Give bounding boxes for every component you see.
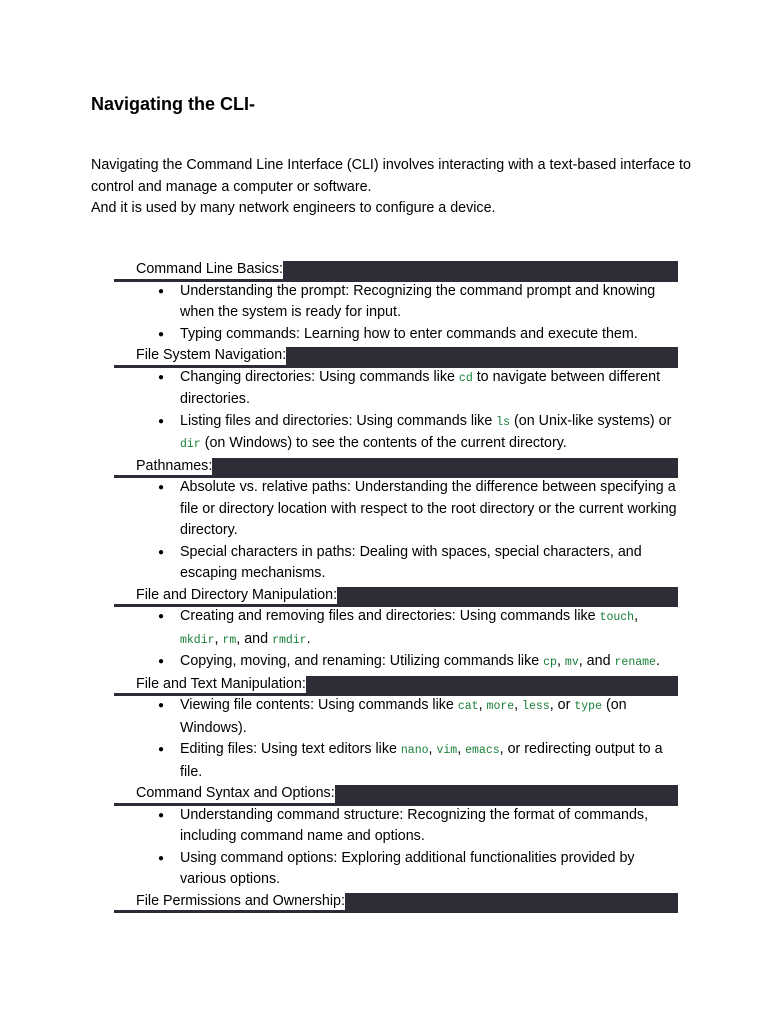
list-item [180,606,678,651]
section-heading-text: File and Text Manipulation: [136,675,306,692]
list-item-text: Editing files: Using text editors like [180,741,401,757]
list-item-text: Changing directories: Using commands like [180,368,459,385]
section-heading-text: File Permissions and Ownership: [136,892,345,909]
bullet-list [114,281,678,346]
bullet-list [114,805,678,891]
list-item-text: , and [578,653,615,669]
intro [91,155,691,220]
list-item [180,542,678,585]
bullet-list [114,477,678,585]
heading-highlight-bar [335,785,678,805]
section-heading [114,345,678,367]
list-item-text: , [214,630,223,647]
heading-highlight-bar [345,893,678,913]
heading-highlight-bar [212,458,678,478]
list-item-text: Special characters in paths: Dealing with spaces, special characters, and escaping mechanisms. [180,543,642,581]
inline-code: mkdir [180,633,215,647]
inline-code: emacs [465,744,500,757]
list-item-text: , and [236,630,273,647]
list-item-text: Copying, moving, and renaming: Utilizing commands like [180,653,544,669]
list-item-text: , [634,608,639,624]
inline-code: rmdir [272,633,307,647]
heading-highlight-bar [286,347,678,367]
list-item [180,739,678,783]
list-item-text: , or redirecting output to a file. [180,741,663,780]
list-item-text: Understanding command structure: Recognizing the format of commands, including command name and options. [180,806,649,844]
list-item-text: (on Windows). [180,697,627,736]
section-heading [114,891,678,913]
inline-code: less [522,700,550,713]
inline-code: cd [458,371,473,385]
inline-code: type [574,700,602,713]
section-heading-text: Pathnames: [136,457,213,474]
inline-code: cat [457,700,479,713]
section [114,674,678,784]
page-title: Navigating the CLI- [91,94,256,114]
list-item-text: (on Windows) to see the contents of the current directory. [200,435,567,451]
inline-code: mv [564,656,579,669]
list-item-text: Listing files and directories: Using commands like [180,412,497,429]
section-heading [114,783,678,805]
list-item [180,324,678,346]
inline-code: dir [180,438,201,451]
inline-code: rename [614,656,656,669]
intro-paragraph-1: Navigating the Command Line Interface (CLI) involves interacting with a text-based interface to control and manage a computer or software. [91,157,691,195]
inline-code: vim [436,744,458,757]
intro-paragraph-2: And it is used by many network engineers to configure a device. [91,200,496,216]
section-heading-text: Command Syntax and Options: [136,785,335,801]
list-item-text: Creating and removing files and directories: Using commands like [180,608,600,624]
section [114,783,678,891]
inline-code: rm [222,633,237,647]
section-heading [114,456,678,478]
list-item [180,848,678,891]
inline-code: nano [400,744,429,757]
list-item-text: , [428,741,437,757]
list-item [180,805,678,848]
section-list [114,259,678,912]
bullet-list [114,606,678,674]
list-item-text: . [306,630,311,647]
list-item [180,281,678,324]
bullet-list [114,367,678,456]
list-item-text: . [655,653,660,669]
list-item-text: Typing commands: Learning how to enter commands and execute them. [180,325,638,342]
section [114,456,678,585]
list-item-text: to navigate between different directories. [180,368,661,407]
list-item-text: , [514,697,523,713]
section-heading [114,259,678,281]
section-heading-text: Command Line Basics: [136,261,284,277]
list-item-text: Understanding the prompt: Recognizing the command prompt and knowing when the system is ready for input. [180,282,656,320]
inline-code: more [486,700,515,713]
list-item [180,477,678,542]
list-item [180,695,678,739]
section [114,259,678,345]
inline-code: ls [496,415,511,429]
list-item-text: , or [549,697,575,713]
section [114,891,678,913]
list-item [180,651,678,674]
heading-highlight-bar [337,587,678,607]
section-heading-text: File and Directory Manipulation: [136,586,338,603]
section-heading [114,585,678,607]
section-heading-text: File System Navigation: [136,347,287,363]
list-item-text: Viewing file contents: Using commands like [180,697,458,713]
bullet-list [114,695,678,783]
inline-code: touch [599,611,635,624]
section-heading [114,674,678,696]
list-item [180,367,678,411]
list-item-text: , [457,741,466,757]
list-item-text: (on Unix-like systems) or [510,412,672,429]
section [114,345,678,456]
inline-code: cp [543,656,557,669]
list-item-text: , [478,697,487,713]
section [114,585,678,674]
list-item-text: , [556,653,565,669]
list-item-text: Absolute vs. relative paths: Understanding the difference between specifying a file or directory location with respect to the root directory or the current working directory. [180,479,677,538]
list-item [180,411,678,456]
heading-highlight-bar [283,261,678,281]
list-item-text: Using command options: Exploring additional functionalities provided by various options. [180,849,635,887]
heading-highlight-bar [306,676,678,696]
